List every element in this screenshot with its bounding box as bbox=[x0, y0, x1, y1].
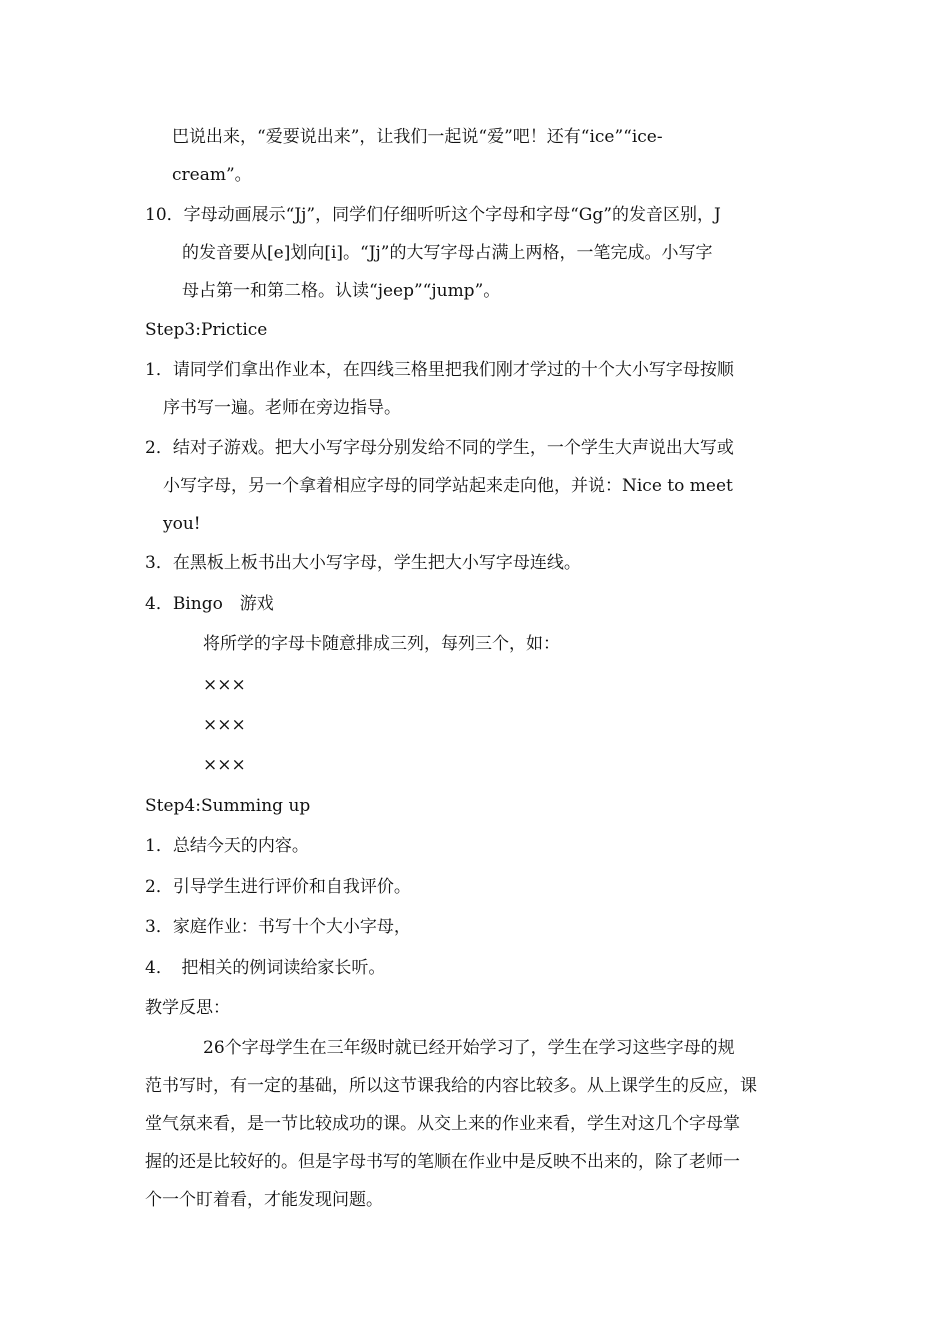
section-heading: Step3:Prictice bbox=[145, 320, 268, 340]
text-line: 小写字母，另一个拿着相应字母的同学站起来走向他，并说：Nice to meet bbox=[163, 476, 733, 496]
list-item: 1．总结今天的内容。 bbox=[145, 836, 309, 856]
list-item: 4．Bingo 游戏 bbox=[145, 594, 274, 614]
bingo-row: ××× bbox=[203, 755, 246, 775]
paragraph-line: 范书写时，有一定的基础，所以这节课我给的内容比较多。从上课学生的反应，课 bbox=[145, 1076, 757, 1096]
text-line: cream”。 bbox=[172, 165, 252, 185]
text-line: you! bbox=[163, 514, 201, 534]
section-heading: Step4:Summing up bbox=[145, 796, 311, 816]
section-heading: 教学反思： bbox=[145, 998, 230, 1018]
paragraph-line: 26个字母学生在三年级时就已经开始学习了，学生在学习这些字母的规 bbox=[203, 1038, 735, 1058]
bingo-row: ××× bbox=[203, 675, 246, 695]
list-item: 2．引导学生进行评价和自我评价。 bbox=[145, 877, 411, 897]
text-line: 的发音要从[e]划向[i]。“Jj”的大写字母占满上两格，一笔完成。小写字 bbox=[182, 243, 713, 263]
list-item: 10．字母动画展示“Jj”，同学们仔细听听这个字母和字母“Gg”的发音区别，J bbox=[145, 205, 721, 225]
paragraph-line: 堂气氛来看，是一节比较成功的课。从交上来的作业来看，学生对这几个字母掌 bbox=[145, 1114, 740, 1134]
text-line: 巴说出来，“爱要说出来”，让我们一起说“爱”吧！还有“ice”“ice- bbox=[172, 127, 663, 147]
paragraph-line: 握的还是比较好的。但是字母书写的笔顺在作业中是反映不出来的，除了老师一 bbox=[145, 1152, 740, 1172]
list-item: 3．家庭作业：书写十个大小字母， bbox=[145, 917, 411, 937]
list-item: 4． 把相关的例词读给家长听。 bbox=[145, 958, 386, 978]
bingo-row: ××× bbox=[203, 715, 246, 735]
list-item: 3．在黑板上板书出大小写字母，学生把大小写字母连线。 bbox=[145, 553, 581, 573]
text-line: 母占第一和第二格。认读“jeep”“jump”。 bbox=[182, 281, 501, 301]
text-line: 序书写一遍。老师在旁边指导。 bbox=[163, 398, 401, 418]
list-item: 1．请同学们拿出作业本，在四线三格里把我们刚才学过的十个大小写字母按顺 bbox=[145, 360, 734, 380]
text-line: 将所学的字母卡随意排成三列，每列三个，如： bbox=[203, 634, 560, 654]
list-item: 2．结对子游戏。把大小写字母分别发给不同的学生，一个学生大声说出大写或 bbox=[145, 438, 734, 458]
paragraph-line: 个一个盯着看，才能发现问题。 bbox=[145, 1190, 383, 1210]
